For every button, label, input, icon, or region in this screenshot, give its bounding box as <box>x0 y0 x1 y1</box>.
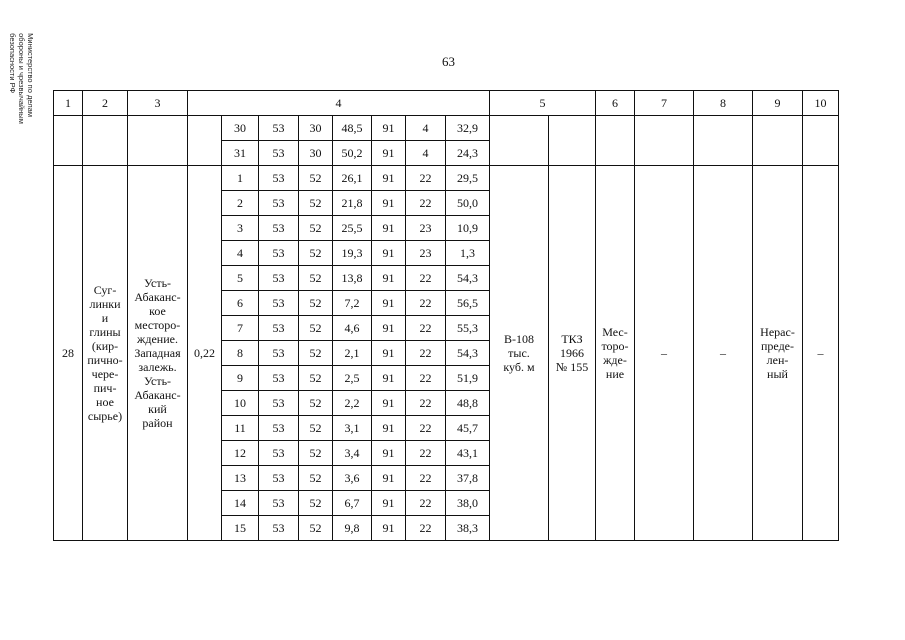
coord-cell: 91 <box>372 466 406 491</box>
coord-cell: 13 <box>222 466 259 491</box>
coord-cell: 23 <box>406 216 446 241</box>
coord-cell: 24,3 <box>446 141 490 166</box>
coord-cell: 1,3 <box>446 241 490 266</box>
coord-cell: 48,5 <box>333 116 372 141</box>
coord-cell: 3,6 <box>333 466 372 491</box>
coord-cell: 45,7 <box>446 416 490 441</box>
coord-cell: 91 <box>372 516 406 541</box>
coord-cell: 53 <box>259 141 299 166</box>
coord-cell: 29,5 <box>446 166 490 191</box>
coord-cell: 52 <box>299 216 333 241</box>
page-number: 63 <box>442 54 455 69</box>
col-5b-empty <box>549 116 596 166</box>
header-row <box>54 91 839 116</box>
coord-cell: 52 <box>299 391 333 416</box>
coord-cell: 54,3 <box>446 266 490 291</box>
coord-cell: 53 <box>259 341 299 366</box>
coord-cell: 53 <box>259 291 299 316</box>
header-cell: 1 <box>54 91 83 116</box>
col-3-empty <box>128 116 188 166</box>
coord-cell: 6,7 <box>333 491 372 516</box>
coord-cell: 91 <box>372 416 406 441</box>
col-9-empty <box>753 116 803 166</box>
coord-cell: 52 <box>299 191 333 216</box>
coord-cell: 52 <box>299 466 333 491</box>
coord-cell: 30 <box>222 116 259 141</box>
coord-cell: 22 <box>406 466 446 491</box>
header-cell: 5 <box>490 91 596 116</box>
coord-cell: 91 <box>372 366 406 391</box>
coord-cell: 2,5 <box>333 366 372 391</box>
coord-cell: 53 <box>259 166 299 191</box>
coord-cell: 38,0 <box>446 491 490 516</box>
type-cell-text: Мес- торо- жде- ние <box>601 325 629 381</box>
coord-cell: 56,5 <box>446 291 490 316</box>
header-cell: 7 <box>635 91 694 116</box>
coord-cell: 50,0 <box>446 191 490 216</box>
coord-cell: 30 <box>299 116 333 141</box>
coord-cell: 4 <box>406 116 446 141</box>
area-cell <box>188 166 222 541</box>
header-cell: 4 <box>188 91 490 116</box>
col-7-cell-text: – <box>661 346 667 360</box>
coord-cell: 53 <box>259 441 299 466</box>
col-6-empty <box>596 116 635 166</box>
coord-cell: 10,9 <box>446 216 490 241</box>
coord-cell: 53 <box>259 316 299 341</box>
coord-cell: 91 <box>372 491 406 516</box>
coord-cell: 9,8 <box>333 516 372 541</box>
coord-cell: 14 <box>222 491 259 516</box>
coord-cell: 4 <box>222 241 259 266</box>
coord-cell: 9 <box>222 366 259 391</box>
coord-cell: 52 <box>299 416 333 441</box>
coord-cell: 53 <box>259 491 299 516</box>
coord-cell: 8 <box>222 341 259 366</box>
coord-cell: 91 <box>372 116 406 141</box>
coord-cell: 22 <box>406 316 446 341</box>
coord-cell: 22 <box>406 491 446 516</box>
coord-cell: 2 <box>222 191 259 216</box>
coord-cell: 53 <box>259 241 299 266</box>
coord-cell: 2,2 <box>333 391 372 416</box>
coord-cell: 52 <box>299 341 333 366</box>
material-cell <box>83 166 128 541</box>
archive-stamp <box>2 22 40 134</box>
header-cell: 8 <box>694 91 753 116</box>
col-10-empty <box>803 116 839 166</box>
stamp-text: Министерство по делам <box>25 32 35 117</box>
coord-cell: 37,8 <box>446 466 490 491</box>
coord-cell: 91 <box>372 216 406 241</box>
status-cell <box>753 166 803 541</box>
coord-cell: 52 <box>299 291 333 316</box>
coord-cell: 22 <box>406 441 446 466</box>
deposits-table <box>53 90 839 541</box>
coord-cell: 91 <box>372 266 406 291</box>
table-row <box>54 166 839 191</box>
coord-cell: 31 <box>222 141 259 166</box>
location-cell <box>128 166 188 541</box>
coord-cell: 22 <box>406 391 446 416</box>
entry-number <box>54 166 83 541</box>
col-8-cell <box>694 166 753 541</box>
coord-cell: 13,8 <box>333 266 372 291</box>
coord-cell: 7 <box>222 316 259 341</box>
location-cell-text: Усть- Абаканс- кое месторо- ждение. Западная залежь. Усть- Абаканс- кий район <box>134 276 181 430</box>
col-8-empty <box>694 116 753 166</box>
coord-cell: 53 <box>259 416 299 441</box>
coord-cell: 22 <box>406 416 446 441</box>
coord-cell: 7,2 <box>333 291 372 316</box>
coord-cell: 1 <box>222 166 259 191</box>
coord-cell: 21,8 <box>333 191 372 216</box>
coord-cell: 15 <box>222 516 259 541</box>
coord-cell: 10 <box>222 391 259 416</box>
coord-cell: 22 <box>406 366 446 391</box>
coord-cell: 48,8 <box>446 391 490 416</box>
coord-cell: 50,2 <box>333 141 372 166</box>
coord-cell: 22 <box>406 191 446 216</box>
coord-cell: 52 <box>299 166 333 191</box>
coord-cell: 19,3 <box>333 241 372 266</box>
coord-cell: 53 <box>259 216 299 241</box>
col-area-empty <box>188 116 222 166</box>
coord-cell: 91 <box>372 241 406 266</box>
coord-cell: 3,4 <box>333 441 372 466</box>
reserves-cell-text: В-108 тыс. куб. м <box>503 332 535 374</box>
coord-cell: 12 <box>222 441 259 466</box>
col-7-cell <box>635 166 694 541</box>
coord-cell: 6 <box>222 291 259 316</box>
coord-cell: 53 <box>259 191 299 216</box>
col-8-cell-text: – <box>720 346 726 360</box>
coord-cell: 53 <box>259 466 299 491</box>
coord-cell: 52 <box>299 441 333 466</box>
coord-cell: 52 <box>299 491 333 516</box>
coord-cell: 22 <box>406 516 446 541</box>
entry-number-text: 28 <box>62 346 74 360</box>
coord-cell: 53 <box>259 516 299 541</box>
coord-cell: 55,3 <box>446 316 490 341</box>
coord-cell: 52 <box>299 366 333 391</box>
source-cell <box>549 166 596 541</box>
coord-cell: 91 <box>372 316 406 341</box>
stamp-text: безопасности РФ <box>7 32 17 93</box>
status-cell-text: Нерас- преде- лен- ный <box>760 325 795 381</box>
coord-cell: 22 <box>406 166 446 191</box>
col-10-cell <box>803 166 839 541</box>
coord-cell: 11 <box>222 416 259 441</box>
coord-cell: 53 <box>259 391 299 416</box>
coord-cell: 22 <box>406 266 446 291</box>
area-cell-text: 0,22 <box>194 346 215 360</box>
material-cell-text: Суг- линки и глины (кир- пично- чере- пич- ное сырье) <box>87 283 123 423</box>
coord-cell: 22 <box>406 291 446 316</box>
coord-cell: 53 <box>259 266 299 291</box>
coord-cell: 52 <box>299 516 333 541</box>
coord-cell: 91 <box>372 191 406 216</box>
coord-cell: 38,3 <box>446 516 490 541</box>
coord-cell: 3 <box>222 216 259 241</box>
coord-cell: 25,5 <box>333 216 372 241</box>
header-cell: 3 <box>128 91 188 116</box>
reserves-cell <box>490 166 549 541</box>
coord-cell: 23 <box>406 241 446 266</box>
coord-cell: 22 <box>406 341 446 366</box>
coord-cell: 26,1 <box>333 166 372 191</box>
col-7-empty <box>635 116 694 166</box>
coord-cell: 52 <box>299 241 333 266</box>
coord-cell: 91 <box>372 141 406 166</box>
coord-cell: 51,9 <box>446 366 490 391</box>
header-cell: 10 <box>803 91 839 116</box>
coord-cell: 91 <box>372 341 406 366</box>
table-row <box>54 116 839 141</box>
coord-cell: 3,1 <box>333 416 372 441</box>
coord-cell: 43,1 <box>446 441 490 466</box>
coord-cell: 32,9 <box>446 116 490 141</box>
coord-cell: 2,1 <box>333 341 372 366</box>
header-cell: 9 <box>753 91 803 116</box>
coord-cell: 91 <box>372 166 406 191</box>
col-5a-empty <box>490 116 549 166</box>
header-cell: 2 <box>83 91 128 116</box>
coord-cell: 53 <box>259 116 299 141</box>
header-cell: 6 <box>596 91 635 116</box>
coord-cell: 4,6 <box>333 316 372 341</box>
coord-cell: 91 <box>372 441 406 466</box>
col-1-empty <box>54 116 83 166</box>
coord-cell: 91 <box>372 391 406 416</box>
coord-cell: 91 <box>372 291 406 316</box>
col-10-cell-text: – <box>817 346 824 360</box>
coord-cell: 54,3 <box>446 341 490 366</box>
coord-cell: 4 <box>406 141 446 166</box>
type-cell <box>596 166 635 541</box>
stamp-text: обороны и чрезвычайным <box>16 32 26 124</box>
coord-cell: 5 <box>222 266 259 291</box>
coord-cell: 52 <box>299 316 333 341</box>
coord-cell: 53 <box>259 366 299 391</box>
coord-cell: 52 <box>299 266 333 291</box>
col-2-empty <box>83 116 128 166</box>
source-cell-text: ТКЗ 1966 № 155 <box>555 332 589 374</box>
coord-cell: 30 <box>299 141 333 166</box>
